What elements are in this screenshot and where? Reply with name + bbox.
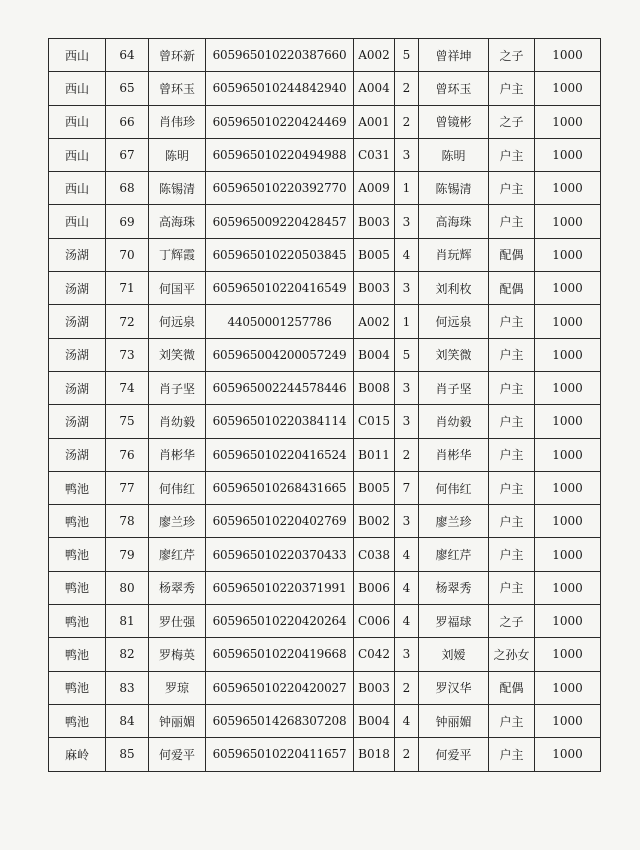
table-row xyxy=(49,438,601,471)
table-row xyxy=(49,605,601,638)
account-number-cell: 605965010220494988 xyxy=(206,138,354,171)
member-name-cell: 刘利枚 xyxy=(419,272,489,305)
village-cell: 西山 xyxy=(49,39,106,72)
applicant-name-cell: 陈锡清 xyxy=(149,172,206,205)
house-code-cell: B006 xyxy=(354,571,395,604)
member-name-cell: 何远泉 xyxy=(419,305,489,338)
house-code-cell: B004 xyxy=(354,704,395,737)
table-row xyxy=(49,138,601,171)
row-number-cell: 71 xyxy=(106,272,149,305)
relationship-cell: 户主 xyxy=(489,738,535,771)
house-code-cell: B004 xyxy=(354,338,395,371)
house-code-cell: C042 xyxy=(354,638,395,671)
account-number-cell: 605965004200057249 xyxy=(206,338,354,371)
table-row xyxy=(49,704,601,737)
applicant-name-cell: 陈明 xyxy=(149,138,206,171)
village-cell: 鸭池 xyxy=(49,605,106,638)
applicant-name-cell: 曾环玉 xyxy=(149,72,206,105)
member-name-cell: 廖红芹 xyxy=(419,538,489,571)
table-row xyxy=(49,72,601,105)
member-name-cell: 何爱平 xyxy=(419,738,489,771)
amount-cell: 1000 xyxy=(535,272,601,305)
house-code-cell: A009 xyxy=(354,172,395,205)
house-code-cell: A004 xyxy=(354,72,395,105)
row-number-cell: 82 xyxy=(106,638,149,671)
ledger-body xyxy=(49,39,601,772)
applicant-name-cell: 何国平 xyxy=(149,272,206,305)
table-row xyxy=(49,338,601,371)
household-size-cell: 3 xyxy=(395,405,419,438)
relationship-cell: 之子 xyxy=(489,39,535,72)
account-number-cell: 605965010220384114 xyxy=(206,405,354,438)
relationship-cell: 配偶 xyxy=(489,272,535,305)
account-number-cell: 605965010220371991 xyxy=(206,571,354,604)
house-code-cell: B002 xyxy=(354,505,395,538)
relationship-cell: 户主 xyxy=(489,704,535,737)
household-size-cell: 5 xyxy=(395,338,419,371)
table-row xyxy=(49,371,601,404)
village-cell: 汤湖 xyxy=(49,238,106,271)
member-name-cell: 刘嫒 xyxy=(419,638,489,671)
amount-cell: 1000 xyxy=(535,371,601,404)
row-number-cell: 64 xyxy=(106,39,149,72)
house-code-cell: C006 xyxy=(354,605,395,638)
row-number-cell: 66 xyxy=(106,105,149,138)
row-number-cell: 85 xyxy=(106,738,149,771)
row-number-cell: 79 xyxy=(106,538,149,571)
account-number-cell: 605965010244842940 xyxy=(206,72,354,105)
village-cell: 鸭池 xyxy=(49,638,106,671)
account-number-cell: 605965010220419668 xyxy=(206,638,354,671)
applicant-name-cell: 曾环新 xyxy=(149,39,206,72)
amount-cell: 1000 xyxy=(535,505,601,538)
house-code-cell: A001 xyxy=(354,105,395,138)
table-row xyxy=(49,671,601,704)
row-number-cell: 70 xyxy=(106,238,149,271)
amount-cell: 1000 xyxy=(535,172,601,205)
table-row xyxy=(49,738,601,771)
account-number-cell: 605965010268431665 xyxy=(206,471,354,504)
village-cell: 西山 xyxy=(49,172,106,205)
relationship-cell: 配偶 xyxy=(489,238,535,271)
applicant-name-cell: 肖子坚 xyxy=(149,371,206,404)
amount-cell: 1000 xyxy=(535,738,601,771)
house-code-cell: C031 xyxy=(354,138,395,171)
village-cell: 鸭池 xyxy=(49,571,106,604)
table-row xyxy=(49,505,601,538)
member-name-cell: 罗福球 xyxy=(419,605,489,638)
row-number-cell: 77 xyxy=(106,471,149,504)
village-cell: 鸭池 xyxy=(49,671,106,704)
relationship-cell: 户主 xyxy=(489,138,535,171)
household-size-cell: 3 xyxy=(395,638,419,671)
amount-cell: 1000 xyxy=(535,704,601,737)
relationship-cell: 之子 xyxy=(489,105,535,138)
house-code-cell: B008 xyxy=(354,371,395,404)
applicant-name-cell: 钟丽媚 xyxy=(149,704,206,737)
relationship-cell: 户主 xyxy=(489,438,535,471)
amount-cell: 1000 xyxy=(535,338,601,371)
house-code-cell: A002 xyxy=(354,305,395,338)
account-number-cell: 605965010220424469 xyxy=(206,105,354,138)
village-cell: 汤湖 xyxy=(49,371,106,404)
village-cell: 鸭池 xyxy=(49,505,106,538)
house-code-cell: B003 xyxy=(354,272,395,305)
row-number-cell: 65 xyxy=(106,72,149,105)
village-cell: 麻岭 xyxy=(49,738,106,771)
applicant-name-cell: 廖兰珍 xyxy=(149,505,206,538)
account-number-cell: 605965002244578446 xyxy=(206,371,354,404)
house-code-cell: B005 xyxy=(354,238,395,271)
amount-cell: 1000 xyxy=(535,571,601,604)
applicant-name-cell: 肖伟珍 xyxy=(149,105,206,138)
relationship-cell: 户主 xyxy=(489,505,535,538)
member-name-cell: 肖幼毅 xyxy=(419,405,489,438)
member-name-cell: 曾镜彬 xyxy=(419,105,489,138)
member-name-cell: 曾祥坤 xyxy=(419,39,489,72)
row-number-cell: 78 xyxy=(106,505,149,538)
member-name-cell: 杨翠秀 xyxy=(419,571,489,604)
household-size-cell: 3 xyxy=(395,205,419,238)
account-number-cell: 605965010220370433 xyxy=(206,538,354,571)
household-size-cell: 3 xyxy=(395,138,419,171)
relationship-cell: 配偶 xyxy=(489,671,535,704)
relationship-cell: 户主 xyxy=(489,338,535,371)
village-cell: 汤湖 xyxy=(49,338,106,371)
household-size-cell: 2 xyxy=(395,671,419,704)
account-number-cell: 605965009220428457 xyxy=(206,205,354,238)
amount-cell: 1000 xyxy=(535,438,601,471)
member-name-cell: 刘笑微 xyxy=(419,338,489,371)
amount-cell: 1000 xyxy=(535,72,601,105)
account-number-cell: 605965010220411657 xyxy=(206,738,354,771)
member-name-cell: 罗汉华 xyxy=(419,671,489,704)
member-name-cell: 高海珠 xyxy=(419,205,489,238)
household-size-cell: 7 xyxy=(395,471,419,504)
amount-cell: 1000 xyxy=(535,238,601,271)
relationship-cell: 户主 xyxy=(489,405,535,438)
amount-cell: 1000 xyxy=(535,405,601,438)
account-number-cell: 605965010220416549 xyxy=(206,272,354,305)
village-cell: 汤湖 xyxy=(49,272,106,305)
house-code-cell: C015 xyxy=(354,405,395,438)
applicant-name-cell: 罗琼 xyxy=(149,671,206,704)
member-name-cell: 何伟红 xyxy=(419,471,489,504)
account-number-cell: 605965010220387660 xyxy=(206,39,354,72)
row-number-cell: 67 xyxy=(106,138,149,171)
row-number-cell: 68 xyxy=(106,172,149,205)
row-number-cell: 84 xyxy=(106,704,149,737)
table-row xyxy=(49,638,601,671)
table-row xyxy=(49,39,601,72)
member-name-cell: 廖兰珍 xyxy=(419,505,489,538)
household-size-cell: 1 xyxy=(395,305,419,338)
row-number-cell: 81 xyxy=(106,605,149,638)
row-number-cell: 80 xyxy=(106,571,149,604)
house-code-cell: B003 xyxy=(354,205,395,238)
household-size-cell: 3 xyxy=(395,505,419,538)
member-name-cell: 陈明 xyxy=(419,138,489,171)
row-number-cell: 74 xyxy=(106,371,149,404)
house-code-cell: B011 xyxy=(354,438,395,471)
household-size-cell: 4 xyxy=(395,704,419,737)
account-number-cell: 605965010220503845 xyxy=(206,238,354,271)
amount-cell: 1000 xyxy=(535,39,601,72)
applicant-name-cell: 高海珠 xyxy=(149,205,206,238)
household-ledger-table xyxy=(48,38,601,772)
amount-cell: 1000 xyxy=(535,671,601,704)
table-row xyxy=(49,205,601,238)
house-code-cell: B005 xyxy=(354,471,395,504)
relationship-cell: 户主 xyxy=(489,172,535,205)
applicant-name-cell: 罗梅英 xyxy=(149,638,206,671)
household-size-cell: 2 xyxy=(395,438,419,471)
household-size-cell: 4 xyxy=(395,571,419,604)
member-name-cell: 钟丽媚 xyxy=(419,704,489,737)
member-name-cell: 陈锡清 xyxy=(419,172,489,205)
household-size-cell: 2 xyxy=(395,738,419,771)
village-cell: 西山 xyxy=(49,205,106,238)
table-row xyxy=(49,405,601,438)
household-size-cell: 3 xyxy=(395,272,419,305)
village-cell: 西山 xyxy=(49,105,106,138)
applicant-name-cell: 何远泉 xyxy=(149,305,206,338)
household-size-cell: 1 xyxy=(395,172,419,205)
village-cell: 西山 xyxy=(49,72,106,105)
amount-cell: 1000 xyxy=(535,205,601,238)
row-number-cell: 72 xyxy=(106,305,149,338)
account-number-cell: 605965010220420264 xyxy=(206,605,354,638)
village-cell: 鸭池 xyxy=(49,538,106,571)
amount-cell: 1000 xyxy=(535,471,601,504)
table-row xyxy=(49,172,601,205)
amount-cell: 1000 xyxy=(535,305,601,338)
relationship-cell: 户主 xyxy=(489,72,535,105)
member-name-cell: 肖彬华 xyxy=(419,438,489,471)
amount-cell: 1000 xyxy=(535,638,601,671)
household-size-cell: 4 xyxy=(395,538,419,571)
table-row xyxy=(49,571,601,604)
table-row xyxy=(49,538,601,571)
table-row xyxy=(49,272,601,305)
village-cell: 汤湖 xyxy=(49,405,106,438)
relationship-cell: 之子 xyxy=(489,605,535,638)
relationship-cell: 户主 xyxy=(489,305,535,338)
member-name-cell: 肖玩辉 xyxy=(419,238,489,271)
applicant-name-cell: 肖幼毅 xyxy=(149,405,206,438)
table-row xyxy=(49,305,601,338)
relationship-cell: 户主 xyxy=(489,371,535,404)
account-number-cell: 605965010220402769 xyxy=(206,505,354,538)
account-number-cell: 605965010220420027 xyxy=(206,671,354,704)
amount-cell: 1000 xyxy=(535,538,601,571)
amount-cell: 1000 xyxy=(535,605,601,638)
village-cell: 鸭池 xyxy=(49,471,106,504)
account-number-cell: 605965010220416524 xyxy=(206,438,354,471)
household-size-cell: 2 xyxy=(395,72,419,105)
table-row xyxy=(49,471,601,504)
member-name-cell: 肖子坚 xyxy=(419,371,489,404)
village-cell: 汤湖 xyxy=(49,438,106,471)
row-number-cell: 76 xyxy=(106,438,149,471)
applicant-name-cell: 何爱平 xyxy=(149,738,206,771)
applicant-name-cell: 刘笑微 xyxy=(149,338,206,371)
account-number-cell: 44050001257786 xyxy=(206,305,354,338)
table-row xyxy=(49,238,601,271)
row-number-cell: 83 xyxy=(106,671,149,704)
account-number-cell: 605965010220392770 xyxy=(206,172,354,205)
member-name-cell: 曾环玉 xyxy=(419,72,489,105)
household-size-cell: 3 xyxy=(395,371,419,404)
row-number-cell: 73 xyxy=(106,338,149,371)
household-size-cell: 2 xyxy=(395,105,419,138)
house-code-cell: B003 xyxy=(354,671,395,704)
relationship-cell: 户主 xyxy=(489,538,535,571)
applicant-name-cell: 杨翠秀 xyxy=(149,571,206,604)
village-cell: 西山 xyxy=(49,138,106,171)
applicant-name-cell: 何伟红 xyxy=(149,471,206,504)
relationship-cell: 户主 xyxy=(489,471,535,504)
row-number-cell: 69 xyxy=(106,205,149,238)
amount-cell: 1000 xyxy=(535,138,601,171)
amount-cell: 1000 xyxy=(535,105,601,138)
house-code-cell: A002 xyxy=(354,39,395,72)
relationship-cell: 户主 xyxy=(489,205,535,238)
table-row xyxy=(49,105,601,138)
applicant-name-cell: 丁辉霞 xyxy=(149,238,206,271)
household-size-cell: 5 xyxy=(395,39,419,72)
house-code-cell: C038 xyxy=(354,538,395,571)
household-size-cell: 4 xyxy=(395,238,419,271)
household-size-cell: 4 xyxy=(395,605,419,638)
account-number-cell: 605965014268307208 xyxy=(206,704,354,737)
village-cell: 汤湖 xyxy=(49,305,106,338)
applicant-name-cell: 罗仕强 xyxy=(149,605,206,638)
relationship-cell: 户主 xyxy=(489,571,535,604)
house-code-cell: B018 xyxy=(354,738,395,771)
applicant-name-cell: 肖彬华 xyxy=(149,438,206,471)
row-number-cell: 75 xyxy=(106,405,149,438)
applicant-name-cell: 廖红芹 xyxy=(149,538,206,571)
relationship-cell: 之孙女 xyxy=(489,638,535,671)
village-cell: 鸭池 xyxy=(49,704,106,737)
